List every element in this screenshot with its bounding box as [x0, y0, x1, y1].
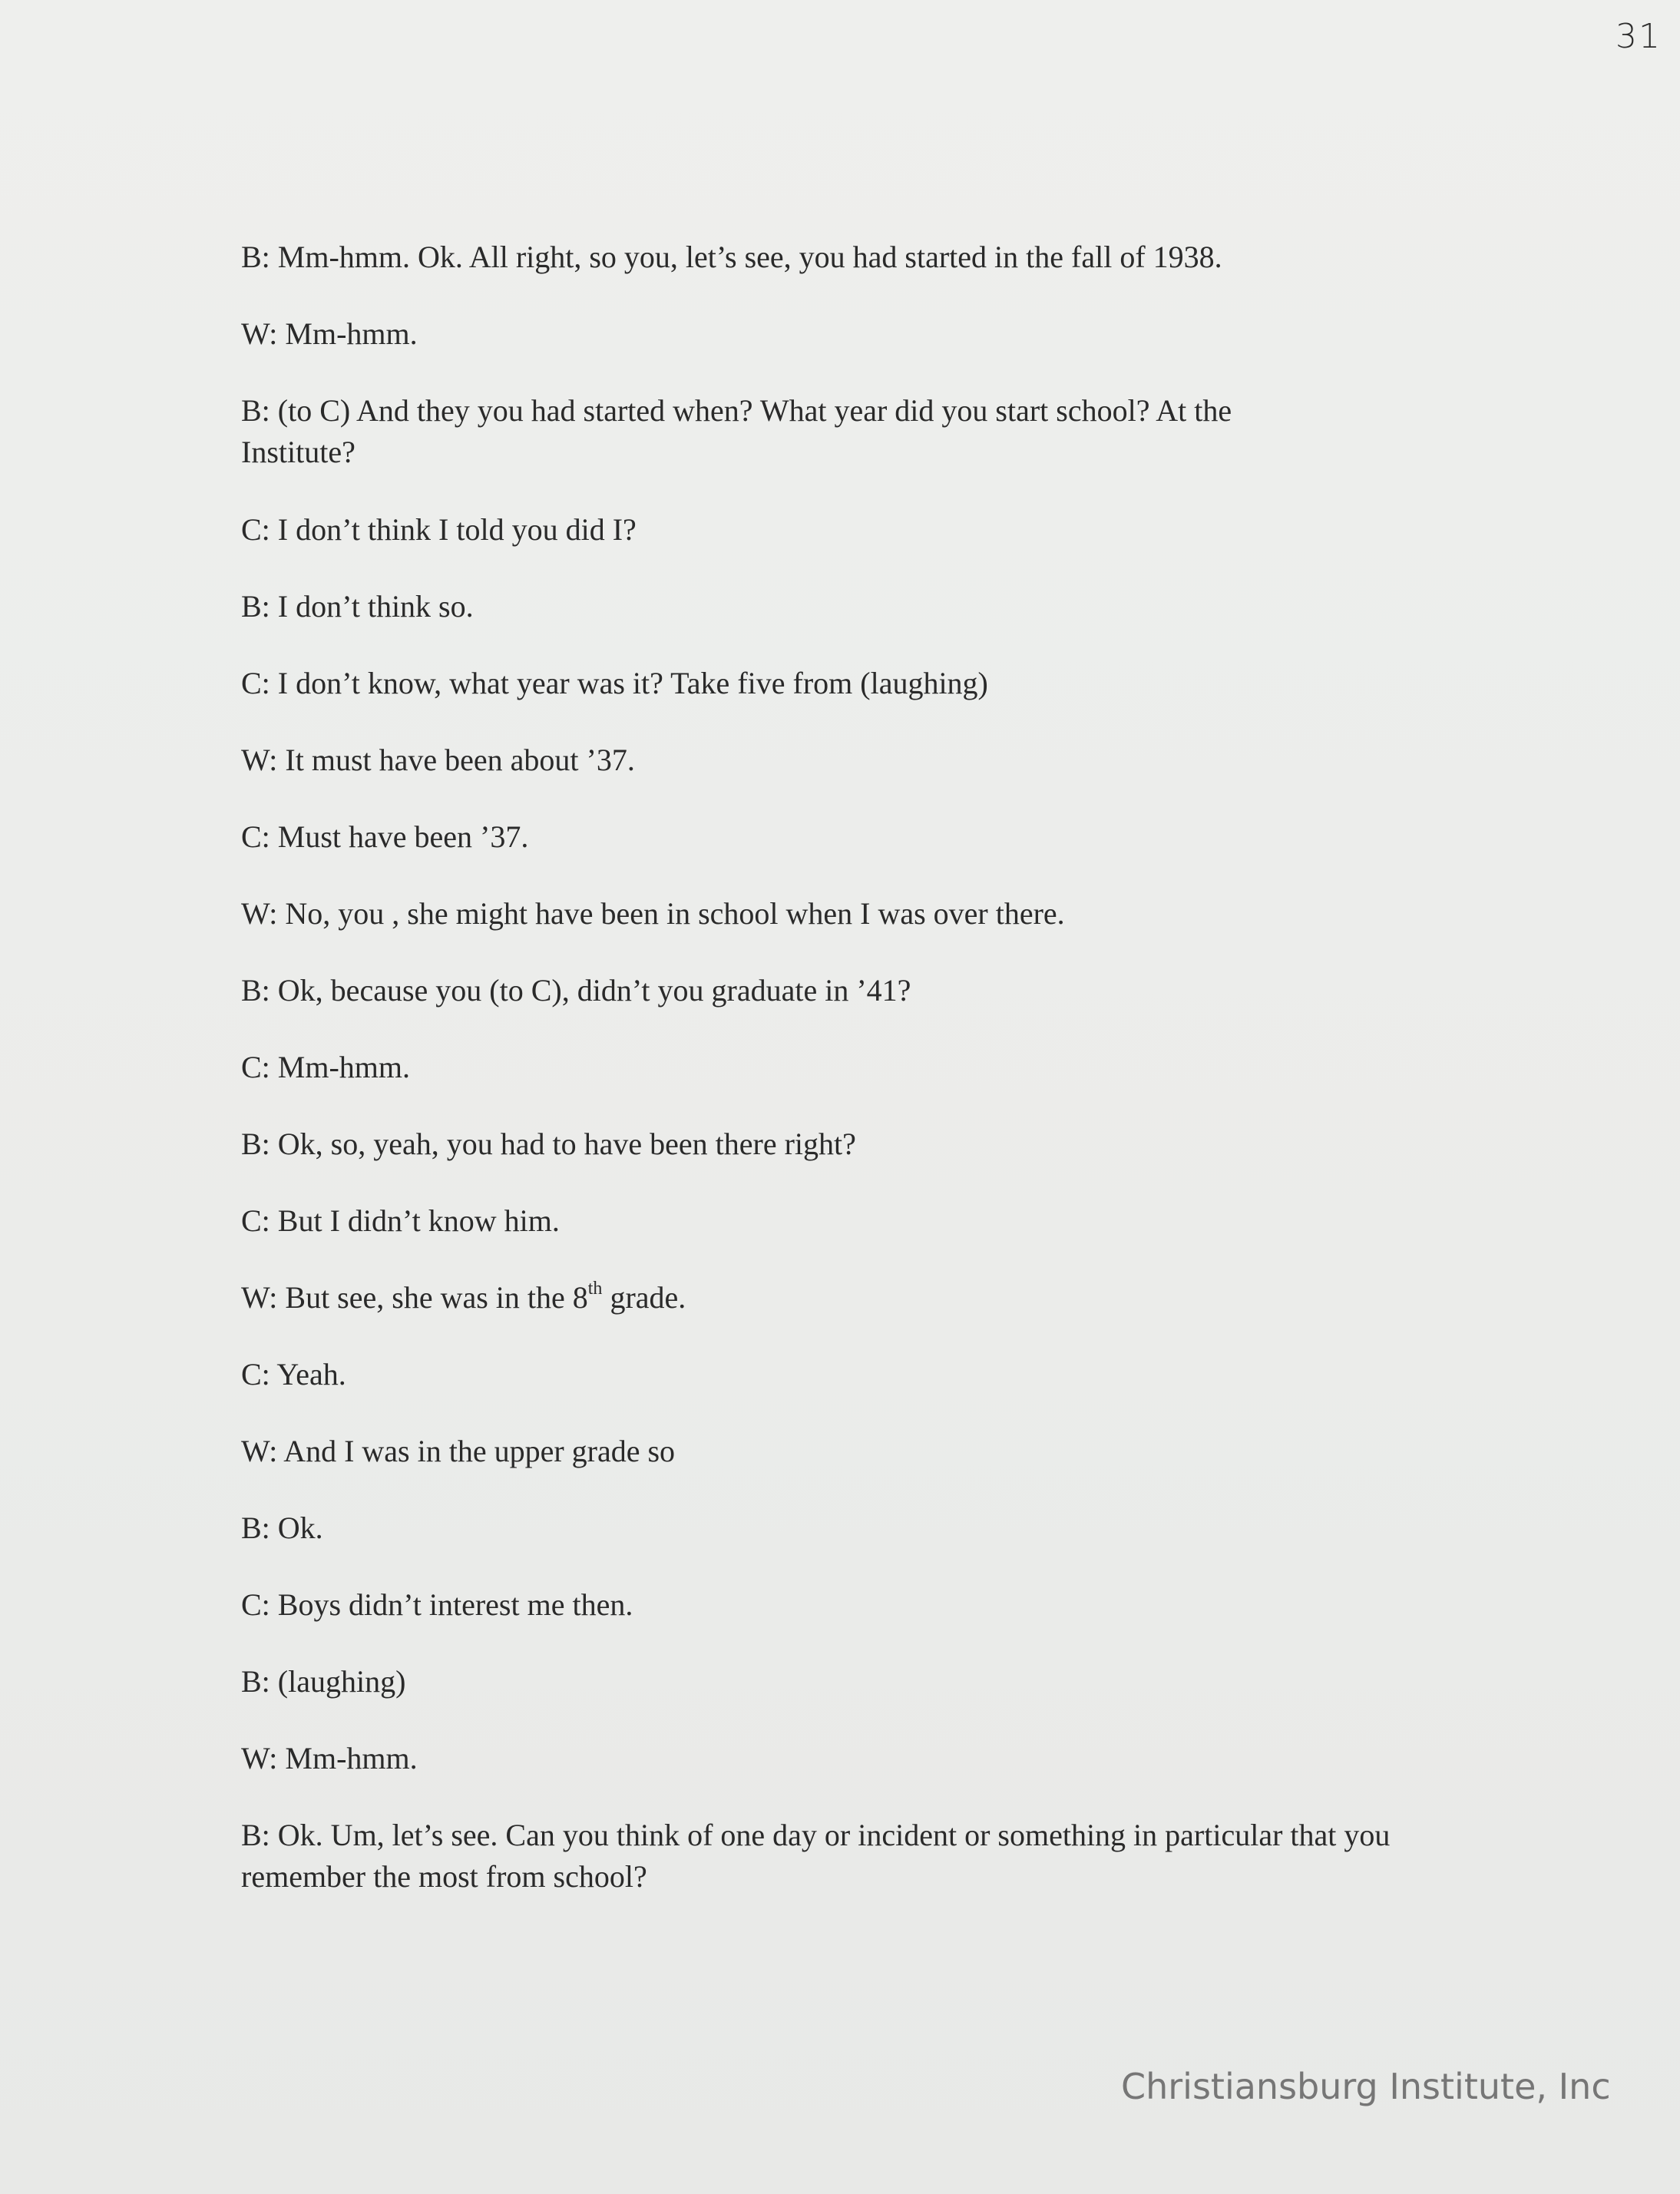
- transcript-line: [241, 970, 1485, 1047]
- speaker-label: B:: [241, 1127, 270, 1161]
- transcript-line: [241, 1200, 1485, 1277]
- line-text: Mm-hmm.: [285, 1741, 418, 1775]
- transcript-line: [241, 1047, 1485, 1123]
- speaker-label: C:: [241, 666, 270, 700]
- watermark: Christiansburg Institute, Inc: [1121, 2066, 1611, 2107]
- line-text: Ok.: [277, 1511, 323, 1545]
- transcript-line: [241, 1277, 1485, 1354]
- line-text: Yeah.: [276, 1357, 346, 1392]
- speaker-label: C:: [241, 1050, 270, 1084]
- transcript-line: [241, 313, 1485, 390]
- speaker-label: C:: [241, 1203, 270, 1238]
- speaker-label: C:: [241, 1357, 270, 1392]
- speaker-label: C:: [241, 819, 270, 854]
- line-text: Ok, so, yeah, you had to have been there right?: [277, 1127, 856, 1161]
- transcript-line: [241, 1738, 1485, 1815]
- line-text-before: But see, she was in the 8: [285, 1280, 588, 1315]
- line-text: Boys didn’t interest me then.: [277, 1587, 633, 1622]
- line-text: Ok, because you (to C), didn’t you graduate in ’41?: [277, 973, 911, 1008]
- transcript-line: [241, 663, 1485, 740]
- line-text: I don’t think so.: [277, 589, 474, 624]
- transcript-line: [241, 509, 1485, 586]
- ordinal-superscript: th: [587, 1278, 603, 1299]
- line-text: I don’t think I told you did I?: [277, 512, 637, 547]
- line-text-after: grade.: [602, 1280, 686, 1315]
- transcript-line: [241, 1584, 1485, 1661]
- speaker-label: W:: [241, 1741, 278, 1775]
- transcript-line: [241, 1507, 1485, 1584]
- line-text: I don’t know, what year was it? Take five from (laughing): [277, 666, 988, 700]
- speaker-label: W:: [241, 1434, 278, 1468]
- transcript-line: [241, 1661, 1485, 1738]
- line-text: No, you , she might have been in school when I was over there.: [285, 896, 1065, 931]
- line-text: Mm-hmm.: [277, 1050, 411, 1084]
- speaker-label: B:: [241, 589, 270, 624]
- line-text: Must have been ’37.: [277, 819, 529, 854]
- transcript: [241, 237, 1485, 1934]
- speaker-label: C:: [241, 1587, 270, 1622]
- speaker-label: W:: [241, 896, 278, 931]
- speaker-label: W:: [241, 316, 278, 351]
- page-number: 31: [1616, 17, 1662, 56]
- line-text: But I didn’t know him.: [277, 1203, 560, 1238]
- line-text: (to C) And they you had started when? What year did you start school? At the Institute?: [241, 393, 1232, 469]
- speaker-label: W:: [241, 1280, 278, 1315]
- speaker-label: B:: [241, 1818, 270, 1852]
- transcript-line: [241, 1123, 1485, 1200]
- transcript-line: [241, 893, 1485, 970]
- transcript-line: [241, 237, 1485, 313]
- line-text: It must have been about ’37.: [285, 743, 635, 777]
- transcript-line: [241, 1815, 1454, 1934]
- speaker-label: W:: [241, 743, 278, 777]
- speaker-label: B:: [241, 393, 270, 428]
- transcript-line: [241, 390, 1339, 509]
- transcript-line: [241, 740, 1485, 816]
- line-text: And I was in the upper grade so: [283, 1434, 676, 1468]
- speaker-label: B:: [241, 973, 270, 1008]
- transcript-line: [241, 816, 1485, 893]
- speaker-label: B:: [241, 240, 270, 274]
- transcript-line: [241, 1354, 1485, 1431]
- speaker-label: B:: [241, 1664, 270, 1699]
- speaker-label: B:: [241, 1511, 270, 1545]
- transcript-line: [241, 586, 1485, 663]
- line-text: Ok. Um, let’s see. Can you think of one day or incident or something in particular that you remember the most from school?: [241, 1818, 1391, 1894]
- line-text: (laughing): [277, 1664, 406, 1699]
- line-text: Mm-hmm.: [285, 316, 418, 351]
- line-text: Mm-hmm. Ok. All right, so you, let’s see, you had started in the fall of 1938.: [277, 240, 1222, 274]
- speaker-label: C:: [241, 512, 270, 547]
- transcript-line: [241, 1431, 1485, 1507]
